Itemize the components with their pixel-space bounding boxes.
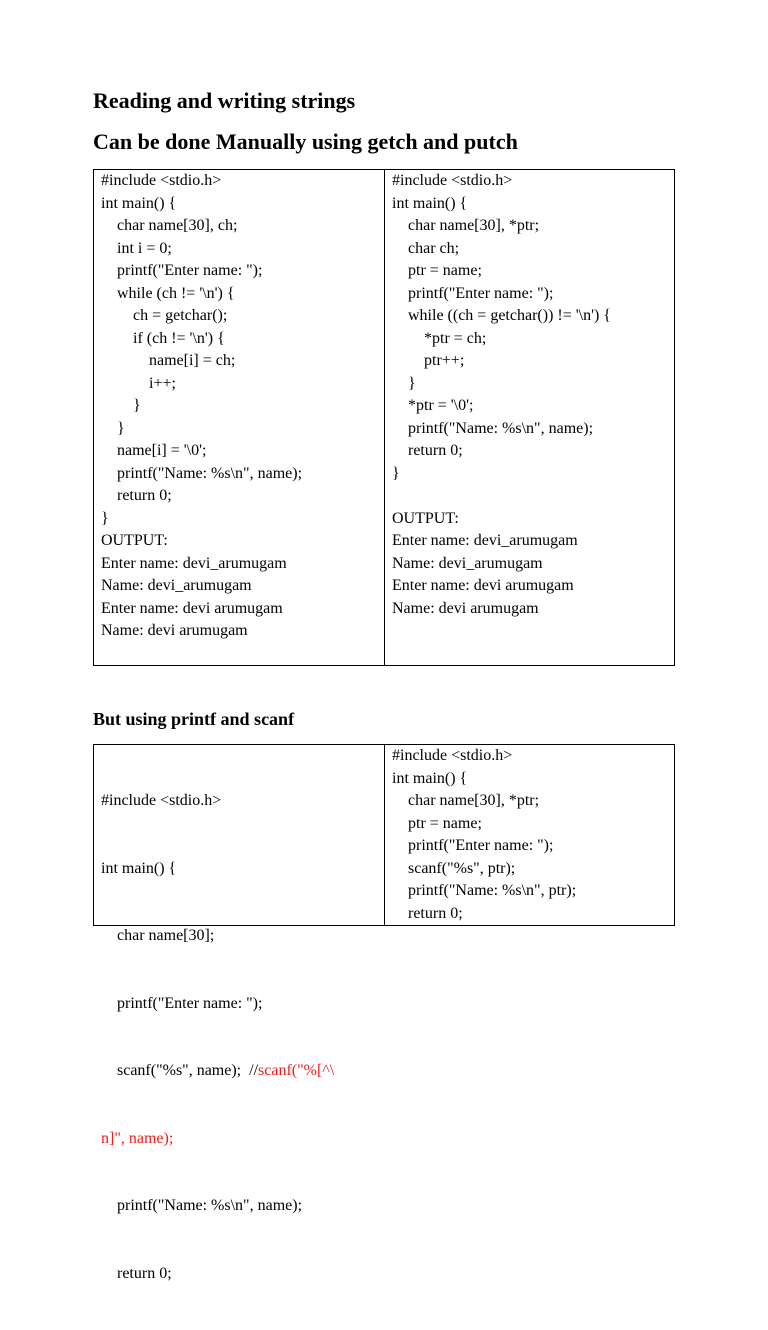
code-line: char name[30];	[101, 927, 215, 944]
code-line: ptr = name;	[392, 814, 482, 832]
code-line: printf("Name: %s\n", name);	[101, 1197, 303, 1214]
code-line: int main() {	[392, 194, 468, 212]
code-line: Name: devi_arumugam	[101, 577, 252, 594]
code-text: scanf("%s", name); //	[101, 1062, 259, 1079]
code-line: if (ch != '\n') {	[101, 329, 225, 347]
code-line: int main() {	[101, 859, 177, 877]
code-line: }	[101, 419, 125, 437]
code-line: Enter name: devi_arumugam	[392, 532, 578, 549]
subtitle-printf-scanf: But using printf and scanf	[93, 709, 295, 729]
code-line: char name[30], ch;	[101, 217, 238, 234]
code-line: char ch;	[392, 239, 460, 257]
code-line: printf("Name: %s\n", name);	[392, 419, 594, 437]
code-line: return 0;	[101, 1264, 172, 1282]
code-line: scanf("%s", ptr);	[392, 859, 516, 877]
code-line: }	[392, 374, 416, 392]
code-line: printf("Enter name: ");	[392, 284, 554, 302]
code-line: printf("Name: %s\n", ptr);	[392, 882, 577, 899]
code-cell-getchar-index	[94, 170, 385, 665]
code-line: }	[392, 464, 400, 482]
code-line: OUTPUT:	[101, 532, 168, 549]
code-line: while (ch != '\n') {	[101, 284, 235, 302]
code-line: name[i] = '\0';	[101, 442, 207, 459]
code-line: #include <stdio.h>	[392, 747, 513, 764]
commented-code-red: n]", name);	[101, 1129, 174, 1147]
code-line: }	[101, 509, 109, 527]
code-line: #include <stdio.h>	[101, 792, 222, 809]
code-line: ch = getchar();	[101, 307, 228, 324]
code-line: printf("Enter name: ");	[101, 262, 263, 279]
code-line: Enter name: devi_arumugam	[101, 554, 287, 572]
code-line: int i = 0;	[101, 239, 172, 257]
code-line: return 0;	[392, 442, 463, 459]
code-line: #include <stdio.h>	[392, 172, 513, 189]
code-table-scanf	[93, 744, 675, 1282]
code-line: i++;	[101, 374, 176, 392]
code-line: int main() {	[392, 769, 468, 787]
code-line: char name[30], *ptr;	[392, 217, 540, 234]
code-line: name[i] = ch;	[101, 352, 236, 369]
title-reading-writing-strings: Reading and writing strings	[93, 88, 356, 113]
code-line: return 0;	[392, 904, 463, 922]
code-cell-scanf-pointer	[385, 745, 674, 925]
code-line: Enter name: devi arumugam	[392, 577, 574, 594]
code-line: return 0;	[101, 487, 172, 504]
code-line: char name[30], *ptr;	[392, 792, 540, 809]
code-line	[392, 485, 667, 508]
code-line: Name: devi arumugam	[392, 599, 539, 617]
code-line: while ((ch = getchar()) != '\n') {	[392, 307, 611, 324]
code-line: Enter name: devi arumugam	[101, 599, 283, 617]
code-line: printf("Name: %s\n", name);	[101, 464, 303, 482]
code-line: int main() {	[101, 194, 177, 212]
code-line: OUTPUT:	[392, 509, 459, 527]
code-line: #include <stdio.h>	[101, 172, 222, 189]
code-line: *ptr = '\0';	[392, 397, 474, 414]
code-line: Name: devi arumugam	[101, 622, 248, 639]
code-line: ptr = name;	[392, 262, 482, 279]
code-line: printf("Enter name: ");	[101, 994, 263, 1012]
code-line: }	[101, 397, 141, 414]
code-line: *ptr = ch;	[392, 329, 487, 347]
code-line	[101, 1060, 377, 1083]
code-cell-getchar-pointer	[385, 170, 674, 665]
subtitle-getch-putch: Can be done Manually using getch and putch	[93, 129, 518, 154]
code-line: printf("Enter name: ");	[392, 837, 554, 854]
code-table-getchar	[93, 169, 675, 666]
commented-code-red: scanf("%[^\	[258, 1062, 335, 1079]
code-cell-scanf-array	[94, 745, 385, 1282]
code-line: Name: devi_arumugam	[392, 554, 543, 572]
code-line: ptr++;	[392, 352, 465, 369]
